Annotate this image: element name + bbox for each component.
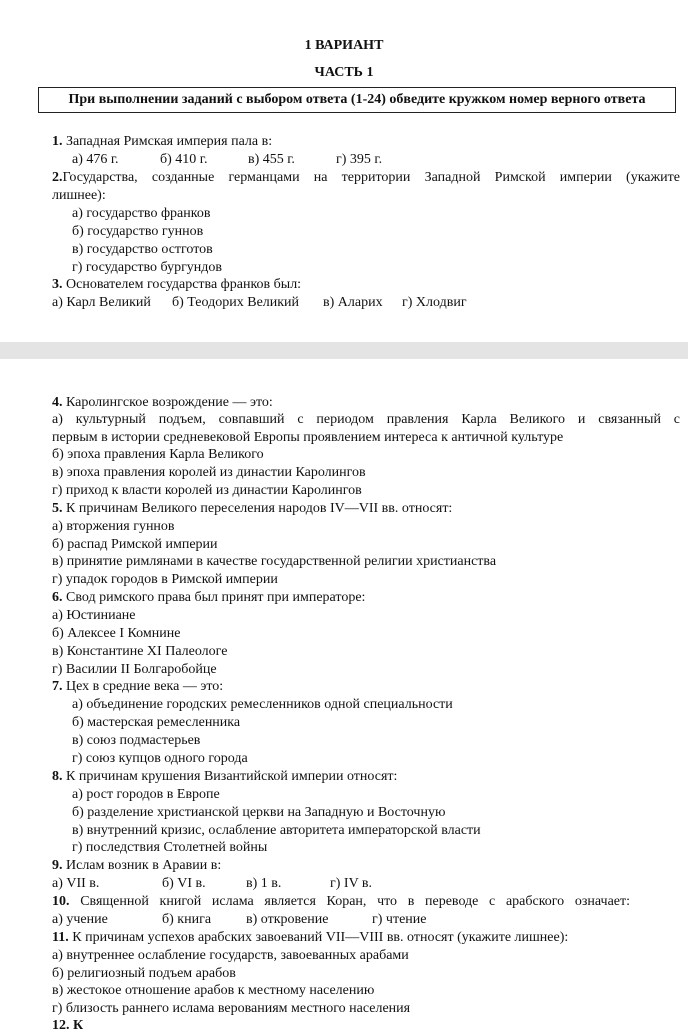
question-12-cut: 12. К: [52, 1018, 84, 1033]
page-1: [0, 0, 688, 342]
q7-option-c: в) союз подмастерьев: [72, 733, 201, 748]
q5-option-d: г) упадок городов в Римской империи: [52, 572, 278, 587]
question-8: 8. К причинам крушения Византийской империи относят:: [52, 769, 398, 784]
q10-option-c: в) откровение: [246, 912, 329, 927]
q1-option-b: б) 410 г.: [160, 152, 208, 167]
q4-option-a-line1: а) культурный подъем, совпавший с периодом правления Карла Великого и связанный с: [52, 412, 680, 427]
instruction-box: При выполнении заданий с выбором ответа (1-24) обведите кружком номер верного ответа: [38, 87, 676, 113]
q3-option-b: б) Теодорих Великий: [172, 295, 300, 310]
page-2: [0, 359, 688, 1033]
q9-option-d: г) IV в.: [330, 876, 373, 891]
question-4: 4. Каролингское возрождение — это:: [52, 395, 273, 410]
page-separator: [0, 342, 688, 359]
q4-option-a-line2: первым в истории средневековой Европы проявлением интереса к античной культуре: [52, 430, 564, 445]
q11-option-b: б) религиозный подъем арабов: [52, 966, 236, 981]
part-title: ЧАСТЬ 1: [314, 65, 374, 80]
q1-option-c: в) 455 г.: [248, 152, 295, 167]
q2-option-c: в) государство остготов: [72, 242, 213, 257]
q10-option-d: г) чтение: [372, 912, 427, 927]
question-11: 11. К причинам успехов арабских завоеваний VII—VIII вв. относят (укажите лишнее):: [52, 930, 569, 945]
q6-option-c: в) Константине XI Палеологе: [52, 644, 228, 659]
q8-option-d: г) последствия Столетней войны: [72, 840, 268, 855]
q6-option-d: г) Василии II Болгаробойце: [52, 662, 217, 677]
question-2-line2: лишнее):: [52, 188, 106, 203]
q11-option-c: в) жестокое отношение арабов к местному населению: [52, 983, 375, 998]
q9-option-a: а) VII в.: [52, 876, 100, 891]
q9-option-b: б) VI в.: [162, 876, 206, 891]
q3-option-c: в) Аларих: [323, 295, 383, 310]
q8-option-b: б) разделение христианской церкви на Западную и Восточную: [72, 805, 446, 820]
q11-option-a: а) внутреннее ослабление государств, завоеванных арабами: [52, 948, 409, 963]
q4-option-b: б) эпоха правления Карла Великого: [52, 447, 264, 462]
q7-option-a: а) объединение городских ремесленников одной специальности: [72, 697, 453, 712]
q1-option-a: а) 476 г.: [72, 152, 119, 167]
question-10: 10. Священной книгой ислама является Коран, что в переводе с арабского означает:: [52, 894, 631, 909]
q5-option-a: а) вторжения гуннов: [52, 519, 175, 534]
q6-option-b: б) Алексее I Комнине: [52, 626, 181, 641]
q1-option-d: г) 395 г.: [336, 152, 383, 167]
question-9: 9. Ислам возник в Аравии в:: [52, 858, 222, 873]
q2-option-d: г) государство бургундов: [72, 260, 223, 275]
question-1: 1. Западная Римская империя пала в:: [52, 134, 273, 149]
question-3: 3. Основателем государства франков был:: [52, 277, 302, 292]
q5-option-c: в) принятие римлянами в качестве государственной религии христианства: [52, 554, 497, 569]
q7-option-b: б) мастерская ремесленника: [72, 715, 241, 730]
variant-title: 1 ВАРИАНТ: [304, 38, 384, 53]
q2-option-a: а) государство франков: [72, 206, 211, 221]
q8-option-a: а) рост городов в Европе: [72, 787, 220, 802]
question-7: 7. Цех в средние века — это:: [52, 679, 224, 694]
q11-option-d: г) близость раннего ислама верованиям местного населения: [52, 1001, 411, 1016]
question-5: 5. К причинам Великого переселения народов IV—VII вв. относят:: [52, 501, 453, 516]
q10-option-a: а) учение: [52, 912, 108, 927]
q5-option-b: б) распад Римской империи: [52, 537, 218, 552]
q9-option-c: в) 1 в.: [246, 876, 282, 891]
q3-option-a: а) Карл Великий: [52, 295, 151, 310]
q4-option-d: г) приход к власти королей из династии Каролингов: [52, 483, 362, 498]
q4-option-c: в) эпоха правления королей из династии Каролингов: [52, 465, 366, 480]
question-2: 2.Государства, созданные германцами на территории Западной Римской империи (укажите: [52, 170, 680, 185]
q7-option-d: г) союз купцов одного города: [72, 751, 248, 766]
q8-option-c: в) внутренний кризис, ослабление авторитета императорской власти: [72, 823, 481, 838]
q10-option-b: б) книга: [162, 912, 212, 927]
q3-option-d: г) Хлодвиг: [402, 295, 467, 310]
question-6: 6. Свод римского права был принят при императоре:: [52, 590, 366, 605]
q6-option-a: а) Юстиниане: [52, 608, 136, 623]
q2-option-b: б) государство гуннов: [72, 224, 204, 239]
